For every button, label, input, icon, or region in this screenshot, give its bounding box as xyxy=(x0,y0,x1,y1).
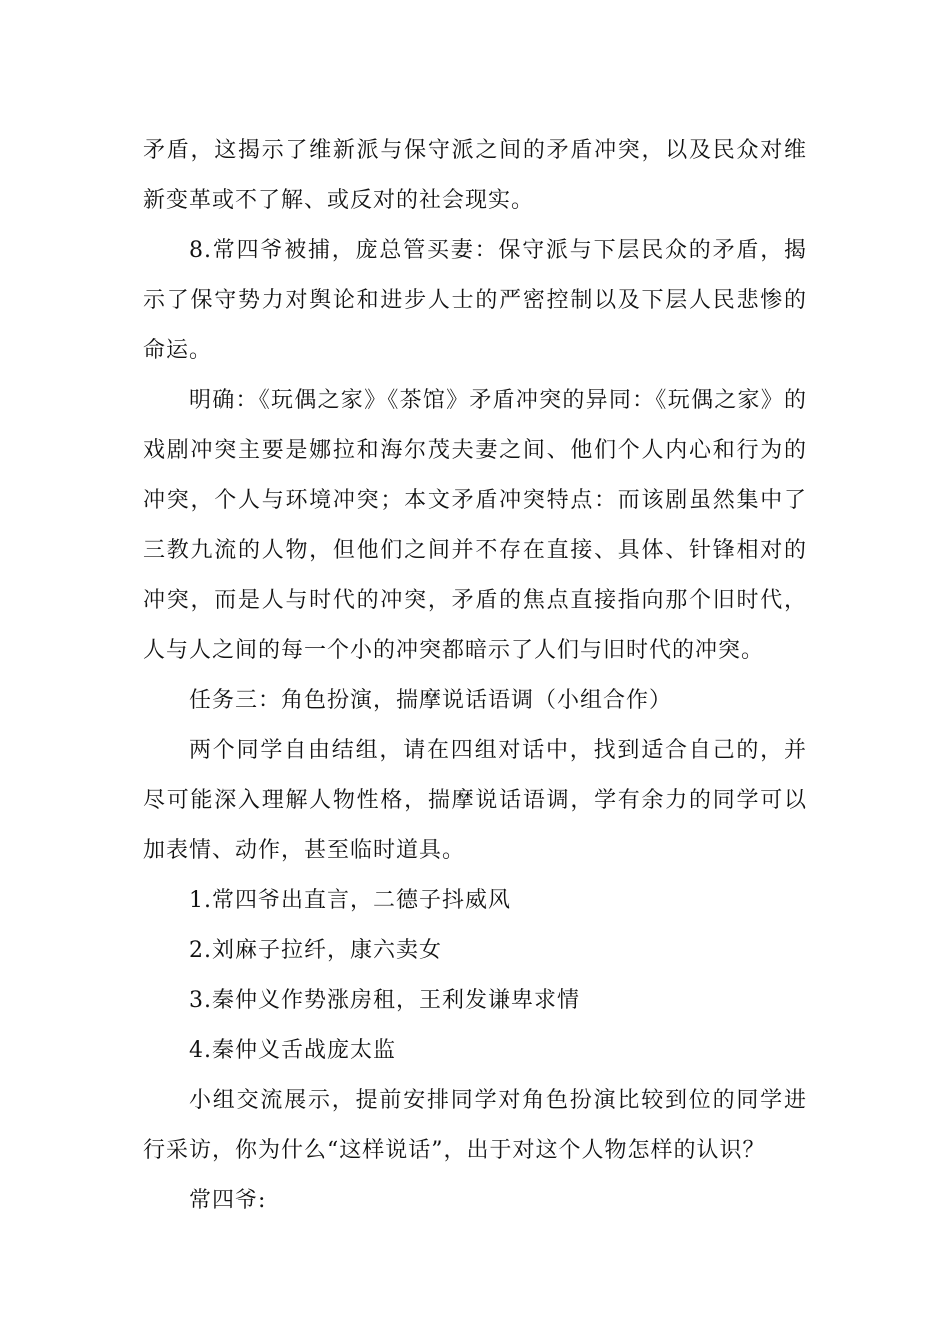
paragraph-item-8: 8.常四爷被捕，庞总管买妻：保守派与下层民众的矛盾，揭示了保守势力对舆论和进步人士的严密控制以及下层人民悲惨的命运。 xyxy=(143,238,807,363)
list-item-3: 3.秦仲义作势涨房租，王利发谦卑求情 xyxy=(189,988,580,1013)
list-item-2: 2.刘麻子拉纤，康六卖女 xyxy=(189,938,442,963)
paragraph-continuation: 矛盾，这揭示了维新派与保守派之间的矛盾冲突，以及民众对维新变革或不了解、或反对的社会现实。 xyxy=(143,138,807,213)
task-three-heading: 任务三：角色扮演，揣摩说话语调（小组合作） xyxy=(189,688,673,713)
paragraph-clarification: 明确：《玩偶之家》《茶馆》矛盾冲突的异同：《玩偶之家》的戏剧冲突主要是娜拉和海尔茂夫妻之间、他们个人内心和行为的冲突，个人与环境冲突；本文矛盾冲突特点：而该剧虽然集中了三教九流的人物，但他们之间并不存在直接、具体、针锋相对的冲突，而是人与时代的冲突，矛盾的焦点直接指向那个旧时代，人与人之间的每一个小的冲突都暗示了人们与旧时代的冲突。 xyxy=(143,388,807,663)
list-item-1: 1.常四爷出直言，二德子抖威风 xyxy=(189,888,511,913)
paragraph-group-exchange: 小组交流展示，提前安排同学对角色扮演比较到位的同学进行采访，你为什么“这样说话”，出于对这个人物怎样的认识？ xyxy=(143,1088,807,1163)
paragraph-task-instructions: 两个同学自由结组，请在四组对话中，找到适合自己的，并尽可能深入理解人物性格，揣摩说话语调，学有余力的同学可以加表情、动作，甚至临时道具。 xyxy=(143,738,807,863)
document-body xyxy=(143,126,807,1226)
list-item-4: 4.秦仲义舌战庞太监 xyxy=(189,1038,396,1063)
paragraph-character-label: 常四爷: xyxy=(189,1188,267,1213)
